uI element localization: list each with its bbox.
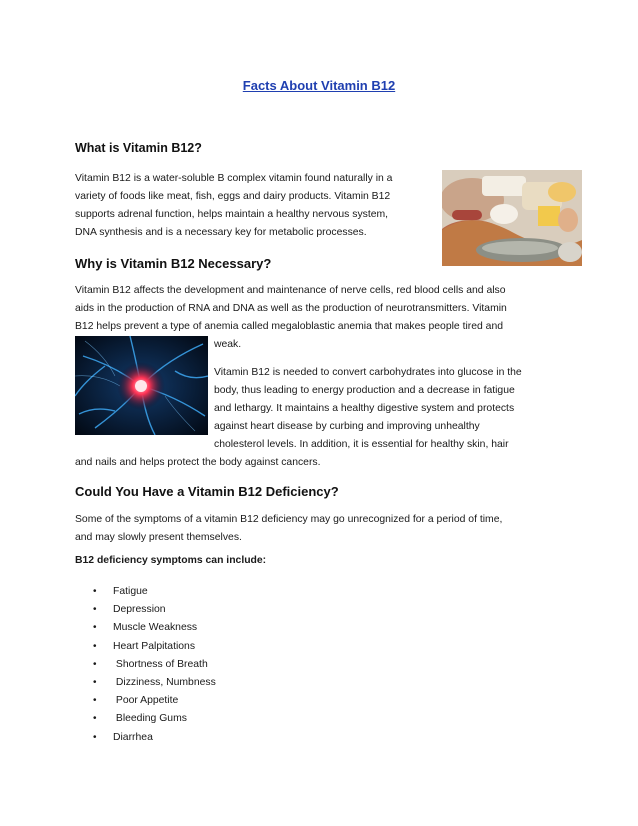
list-item	[75, 692, 216, 710]
paragraph-line: and may slowly present themselves.	[75, 532, 242, 543]
symptom-label: Heart Palpitations	[113, 640, 196, 652]
bullet-icon: •	[93, 622, 97, 634]
list-item	[75, 674, 216, 692]
bullet-icon: •	[93, 731, 97, 743]
list-item	[75, 619, 216, 637]
list-item	[75, 601, 216, 619]
list-item	[75, 583, 216, 601]
paragraph-line: variety of foods like meat, fish, eggs and dairy products. Vitamin B12	[75, 191, 391, 202]
paragraph-line: weak.	[214, 339, 242, 350]
bullet-icon: •	[93, 695, 97, 707]
bullet-icon: •	[93, 658, 97, 670]
list-item	[75, 710, 216, 728]
list-item	[75, 656, 216, 674]
symptom-label: Dizziness, Numbness	[113, 676, 216, 688]
symptoms-list	[75, 583, 216, 747]
symptom-label: Depression	[113, 604, 166, 616]
paragraph-line: against heart disease by curbing and improving unhealthy	[214, 421, 480, 432]
symptom-label: Shortness of Breath	[113, 658, 208, 670]
symptom-label: Muscle Weakness	[113, 622, 198, 634]
list-item	[75, 729, 216, 747]
paragraph-line: supports adrenal function, helps maintain a healthy nervous system,	[75, 209, 389, 220]
paragraph-line: Some of the symptoms of a vitamin B12 deficiency may go unrecognized for a period of time,	[75, 514, 503, 525]
section-heading-why-necessary: Why is Vitamin B12 Necessary?	[75, 256, 272, 271]
paragraph-line: Vitamin B12 affects the development and maintenance of nerve cells, red blood cells and also	[75, 285, 506, 296]
paragraph-line: and lethargy. It maintains a healthy digestive system and protects	[214, 403, 515, 414]
symptom-label: Diarrhea	[113, 731, 153, 743]
bullet-icon: •	[93, 676, 97, 688]
bullet-icon: •	[93, 586, 97, 597]
food-photo	[442, 170, 582, 266]
paragraph-line: body, thus leading to energy production and a decrease in fatigue	[214, 385, 515, 396]
paragraph-line: cholesterol levels. In addition, it is essential for healthy skin, hair	[214, 439, 509, 450]
page-title: Facts About Vitamin B12	[242, 78, 396, 93]
bullet-icon: •	[93, 604, 97, 616]
neuron-photo	[75, 336, 208, 435]
paragraph-line: and nails and helps protect the body against cancers.	[75, 457, 321, 468]
symptom-label: Poor Appetite	[113, 695, 179, 707]
symptoms-subheading: B12 deficiency symptoms can include:	[75, 555, 267, 566]
list-item	[75, 638, 216, 656]
paragraph-line: B12 helps prevent a type of anemia called megaloblastic anemia that makes people tired and	[75, 321, 504, 332]
paragraph-line: DNA synthesis and is a necessary key for metabolic processes.	[75, 227, 367, 238]
paragraph-line: Vitamin B12 is needed to convert carbohydrates into glucose in the	[214, 367, 522, 378]
bullet-icon: •	[93, 640, 97, 652]
section-heading-what-is: What is Vitamin B12?	[75, 141, 202, 155]
paragraph-line: aids in the production of RNA and DNA as well as the production of neurotransmitters. Vitamin	[75, 303, 507, 314]
symptom-label: Fatigue	[113, 586, 148, 597]
paragraph-line: Vitamin B12 is a water-soluble B complex vitamin found naturally in a	[75, 173, 393, 184]
symptom-label: Bleeding Gums	[113, 713, 187, 725]
section-heading-deficiency: Could You Have a Vitamin B12 Deficiency?	[75, 484, 339, 499]
bullet-icon: •	[93, 713, 97, 725]
